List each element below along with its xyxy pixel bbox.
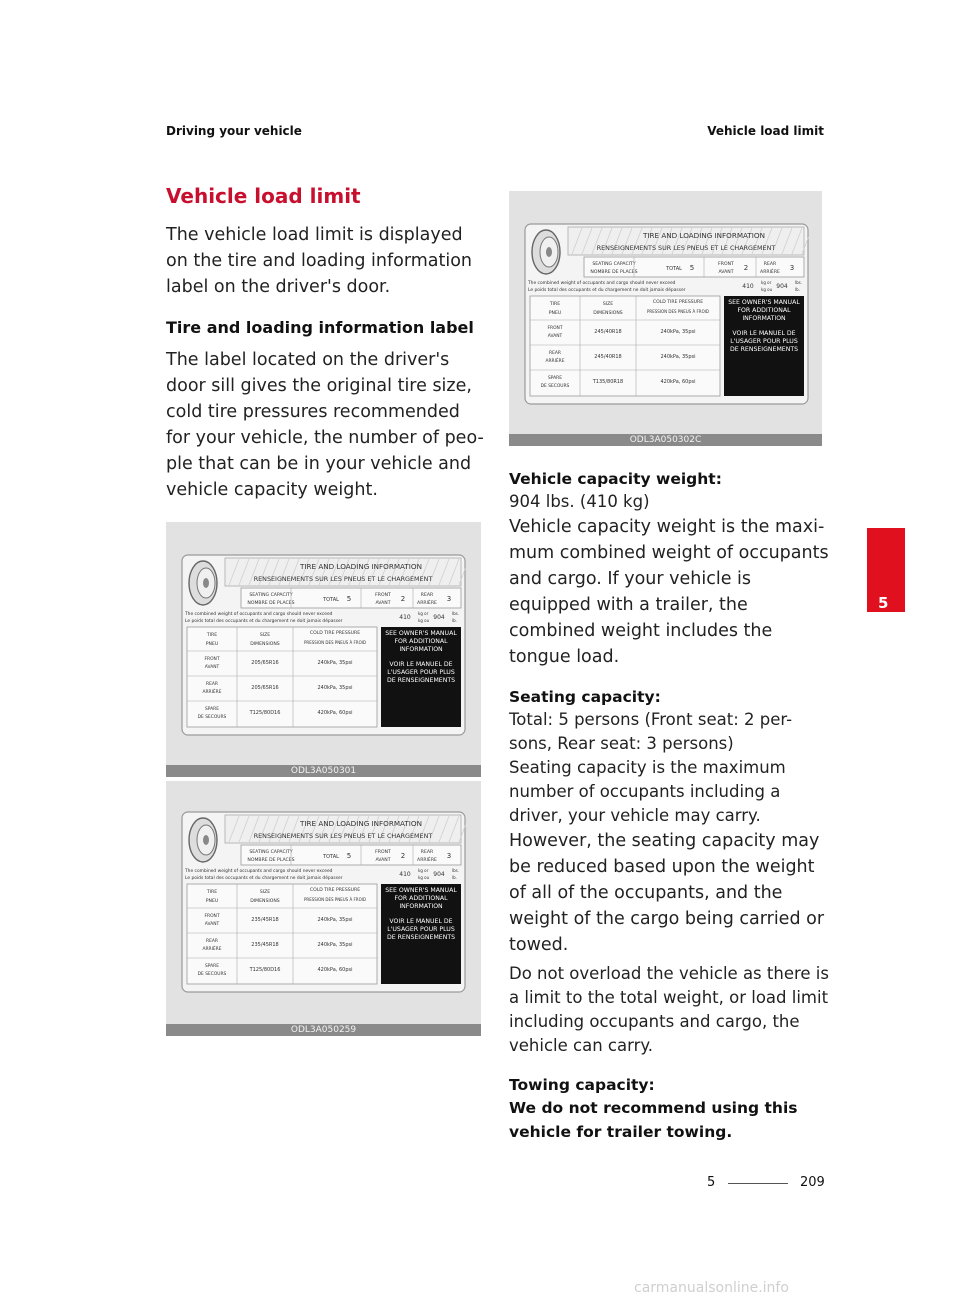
tire-pressure: 240kPa, 35psi <box>317 685 353 691</box>
tire-size: T135/80R18 <box>592 379 624 385</box>
section-title: Vehicle load limit <box>166 184 361 208</box>
towing-capacity-heading: Towing capacity: <box>509 1076 655 1094</box>
owners-manual-note-fr: VOIR LE MANUEL DE L'USAGER POUR PLUS DE RENSEIGNEMENTS <box>729 329 799 354</box>
weight-text-en: The combined weight of occupants and cargo should never exceed <box>185 869 333 874</box>
rear-label: REAR <box>420 850 434 855</box>
seating-label-fr: NOMBRE DE PLACES <box>247 858 295 863</box>
tire-loading-label <box>524 223 809 405</box>
col-cold-fr: PRESSION DES PNEUS À FROID <box>647 309 709 314</box>
weight-text-fr: Le poids total des occupants et du chargement ne doit jamais dépasser <box>528 288 686 293</box>
figure-tire-label-2 <box>166 781 481 1036</box>
running-header-chapter: Driving your vehicle <box>166 124 302 138</box>
kg-unit: kg or <box>761 280 772 285</box>
seating-label-en: SEATING CAPACITY <box>592 262 636 267</box>
front-label: FRONT <box>375 850 391 855</box>
front-label-fr: AVANT <box>375 858 391 863</box>
tire-loading-label <box>181 811 466 993</box>
running-header-topic: Vehicle load limit <box>707 124 824 138</box>
row-label: SPARE <box>205 964 219 969</box>
footer-section-number: 5 <box>707 1175 716 1190</box>
tire-icon <box>532 230 560 274</box>
row-label-fr: DE SECOURS <box>540 384 570 389</box>
col-size-fr: DIMENSIONS <box>593 311 623 316</box>
figure-caption: ODL3A050259 <box>166 1024 481 1036</box>
col-tire-fr: PNEU <box>205 642 219 647</box>
owners-manual-note-en: SEE OWNER'S MANUAL FOR ADDITIONAL INFORMATION <box>385 887 457 911</box>
kg-unit-fr: kg ou <box>418 875 430 880</box>
tire-icon <box>189 561 217 605</box>
col-tire-fr: PNEU <box>548 311 562 316</box>
front-label-fr: AVANT <box>718 270 734 275</box>
rear-label-fr: ARRIÈRE <box>417 858 437 863</box>
kg-value: 410 <box>399 871 411 878</box>
tire-size: 245/40R18 <box>594 354 622 360</box>
figure-caption: ODL3A050301 <box>166 765 481 777</box>
weight-text-en: The combined weight of occupants and cargo should never exceed <box>185 612 333 617</box>
front-value: 2 <box>743 264 749 272</box>
tire-size: 235/45R18 <box>251 942 279 948</box>
total-label: TOTAL <box>666 266 682 272</box>
front-label: FRONT <box>718 262 734 267</box>
lbs-value: 904 <box>433 871 445 878</box>
row-label-fr: DE SECOURS <box>197 972 227 977</box>
capacity-weight-value: 904 lbs. (410 kg) <box>509 492 650 511</box>
right-column <box>509 468 829 1144</box>
row-label-fr: DE SECOURS <box>197 715 227 720</box>
label-title-fr: RENSEIGNEMENTS SUR LES PNEUS ET LE CHARGEMENT <box>253 575 433 583</box>
lbs-unit-fr: lb. <box>452 875 457 880</box>
tire-size: 245/40R18 <box>594 329 622 335</box>
subsection-title: Tire and loading information label <box>166 318 474 337</box>
col-cold: COLD TIRE PRESSURE <box>309 888 361 893</box>
lbs-unit: lbs. <box>452 611 460 616</box>
front-value: 2 <box>400 595 406 603</box>
col-size: SIZE <box>259 890 271 895</box>
label-title-en: TIRE AND LOADING INFORMATION <box>643 231 765 240</box>
tire-pressure: 240kPa, 35psi <box>317 660 353 666</box>
col-cold: COLD TIRE PRESSURE <box>309 631 361 636</box>
seating-capacity-value: Total: 5 persons (Front seat: 2 per-sons, Rear seat: 3 persons) <box>509 710 793 753</box>
row-label: REAR <box>206 939 218 944</box>
lbs-unit-fr: lb. <box>795 287 800 292</box>
col-cold-fr: PRESSION DES PNEUS À FROID <box>304 897 366 902</box>
total-value: 5 <box>346 595 352 603</box>
capacity-weight-description: Vehicle capacity weight is the maxi-mum combined weight of occupants and cargo. If your vehicle is equipped with a trailer, the combined weight includes the tongue load. <box>509 517 829 667</box>
figure-tire-label-1 <box>166 522 481 777</box>
tire-icon <box>189 818 217 862</box>
rear-label: REAR <box>763 262 777 267</box>
lbs-value: 904 <box>433 614 445 621</box>
row-label-fr: AVANT <box>204 922 220 927</box>
row-label-fr: ARRIÈRE <box>545 359 565 364</box>
tire-pressure: 420kPa, 60psi <box>317 710 353 716</box>
towing-capacity-value: We do not recommend using this vehicle for trailer towing. <box>509 1099 798 1141</box>
col-cold-fr: PRESSION DES PNEUS À FROID <box>304 640 366 645</box>
total-label: TOTAL <box>323 597 339 603</box>
label-title-fr: RENSEIGNEMENTS SUR LES PNEUS ET LE CHARGEMENT <box>253 832 433 840</box>
front-label-fr: AVANT <box>375 601 391 606</box>
seating-label-fr: NOMBRE DE PLACES <box>247 601 295 606</box>
col-size: SIZE <box>602 302 614 307</box>
tire-size: 205/65R16 <box>251 660 279 666</box>
tire-size: 235/45R18 <box>251 917 279 923</box>
seating-label-en: SEATING CAPACITY <box>249 850 293 855</box>
label-title-fr: RENSEIGNEMENTS SUR LES PNEUS ET LE CHARGEMENT <box>596 244 776 252</box>
total-label: TOTAL <box>323 854 339 860</box>
tire-pressure: 420kPa, 60psi <box>317 967 353 973</box>
owners-manual-note-fr: VOIR LE MANUEL DE L'USAGER POUR PLUS DE RENSEIGNEMENTS <box>386 917 456 942</box>
kg-unit: kg or <box>418 611 429 616</box>
rear-value: 3 <box>789 264 795 272</box>
owners-manual-note-en: SEE OWNER'S MANUAL FOR ADDITIONAL INFORMATION <box>728 299 800 323</box>
tire-loading-label <box>181 554 466 736</box>
tire-pressure: 420kPa, 60psi <box>660 379 696 385</box>
row-label: FRONT <box>547 326 563 331</box>
col-size: SIZE <box>259 633 271 638</box>
row-label: FRONT <box>204 657 220 662</box>
col-tire: TIRE <box>206 890 218 895</box>
rear-label: REAR <box>420 593 434 598</box>
seating-capacity-heading: Seating capacity: <box>509 688 661 706</box>
section-tab-number: 5 <box>878 594 889 612</box>
weight-text-fr: Le poids total des occupants et du chargement ne doit jamais dépasser <box>185 876 343 881</box>
label-description: The label located on the driver's door sill gives the original tire size, cold tire pressures recommended for your vehicle, the number of peo-ple that can be in your vehicle and vehicle capacity weight. <box>166 350 484 500</box>
figure-tire-label-3 <box>509 191 822 446</box>
row-label: FRONT <box>204 914 220 919</box>
kg-unit-fr: kg ou <box>761 287 773 292</box>
total-value: 5 <box>689 264 695 272</box>
col-tire: TIRE <box>549 302 561 307</box>
col-cold: COLD TIRE PRESSURE <box>652 300 704 305</box>
row-label: SPARE <box>548 376 562 381</box>
tire-pressure: 240kPa, 35psi <box>660 354 696 360</box>
lbs-value: 904 <box>776 283 788 290</box>
tire-size: 205/65R16 <box>251 685 279 691</box>
seating-capacity-note: However, the seating capacity may be reduced based upon the weight of all of the occupants, and the weight of the cargo being carried or towed. <box>509 831 825 955</box>
kg-value: 410 <box>742 283 754 290</box>
owners-manual-note-fr: VOIR LE MANUEL DE L'USAGER POUR PLUS DE RENSEIGNEMENTS <box>386 660 456 685</box>
row-label-fr: AVANT <box>547 334 563 339</box>
capacity-weight-heading: Vehicle capacity weight: <box>509 470 722 488</box>
intro-paragraph: The vehicle load limit is displayed on the tire and loading information label on the driver's door. <box>166 225 473 297</box>
owners-manual-note-en: SEE OWNER'S MANUAL FOR ADDITIONAL INFORMATION <box>385 630 457 654</box>
tire-pressure: 240kPa, 35psi <box>317 917 353 923</box>
tire-pressure: 240kPa, 35psi <box>317 942 353 948</box>
row-label: REAR <box>206 682 218 687</box>
figure-caption: ODL3A050302C <box>509 434 822 446</box>
col-size-fr: DIMENSIONS <box>250 899 280 904</box>
col-tire: TIRE <box>206 633 218 638</box>
col-tire-fr: PNEU <box>205 899 219 904</box>
row-label-fr: ARRIÈRE <box>202 690 222 695</box>
page-number: 209 <box>800 1175 825 1190</box>
seating-label-en: SEATING CAPACITY <box>249 593 293 598</box>
label-title-en: TIRE AND LOADING INFORMATION <box>300 819 422 828</box>
lbs-unit: lbs. <box>452 868 460 873</box>
col-size-fr: DIMENSIONS <box>250 642 280 647</box>
footer-divider <box>728 1183 788 1184</box>
tire-size: T125/80D16 <box>249 967 281 973</box>
row-label: SPARE <box>205 707 219 712</box>
front-label: FRONT <box>375 593 391 598</box>
watermark: carmanualsonline.info <box>634 1280 789 1296</box>
weight-text-fr: Le poids total des occupants et du chargement ne doit jamais dépasser <box>185 619 343 624</box>
rear-label-fr: ARRIÈRE <box>760 270 780 275</box>
rear-value: 3 <box>446 852 452 860</box>
rear-label-fr: ARRIÈRE <box>417 601 437 606</box>
tire-size: T125/80D16 <box>249 710 281 716</box>
kg-unit-fr: kg ou <box>418 618 430 623</box>
row-label: REAR <box>549 351 561 356</box>
front-value: 2 <box>400 852 406 860</box>
left-column <box>166 184 484 503</box>
lbs-unit-fr: lb. <box>452 618 457 623</box>
rear-value: 3 <box>446 595 452 603</box>
overload-warning: Do not overload the vehicle as there is a limit to the total weight, or load limit including occupants and cargo, the vehicle can carry. <box>509 964 829 1055</box>
lbs-unit: lbs. <box>795 280 803 285</box>
seating-label-fr: NOMBRE DE PLACES <box>590 270 638 275</box>
total-value: 5 <box>346 852 352 860</box>
kg-value: 410 <box>399 614 411 621</box>
tire-pressure: 240kPa, 35psi <box>660 329 696 335</box>
seating-capacity-description: Seating capacity is the maximum number of occupants including a driver, your vehicle may carry. <box>509 758 786 825</box>
kg-unit: kg or <box>418 868 429 873</box>
weight-text-en: The combined weight of occupants and cargo should never exceed <box>528 281 676 286</box>
row-label-fr: ARRIÈRE <box>202 947 222 952</box>
row-label-fr: AVANT <box>204 665 220 670</box>
label-title-en: TIRE AND LOADING INFORMATION <box>300 562 422 571</box>
